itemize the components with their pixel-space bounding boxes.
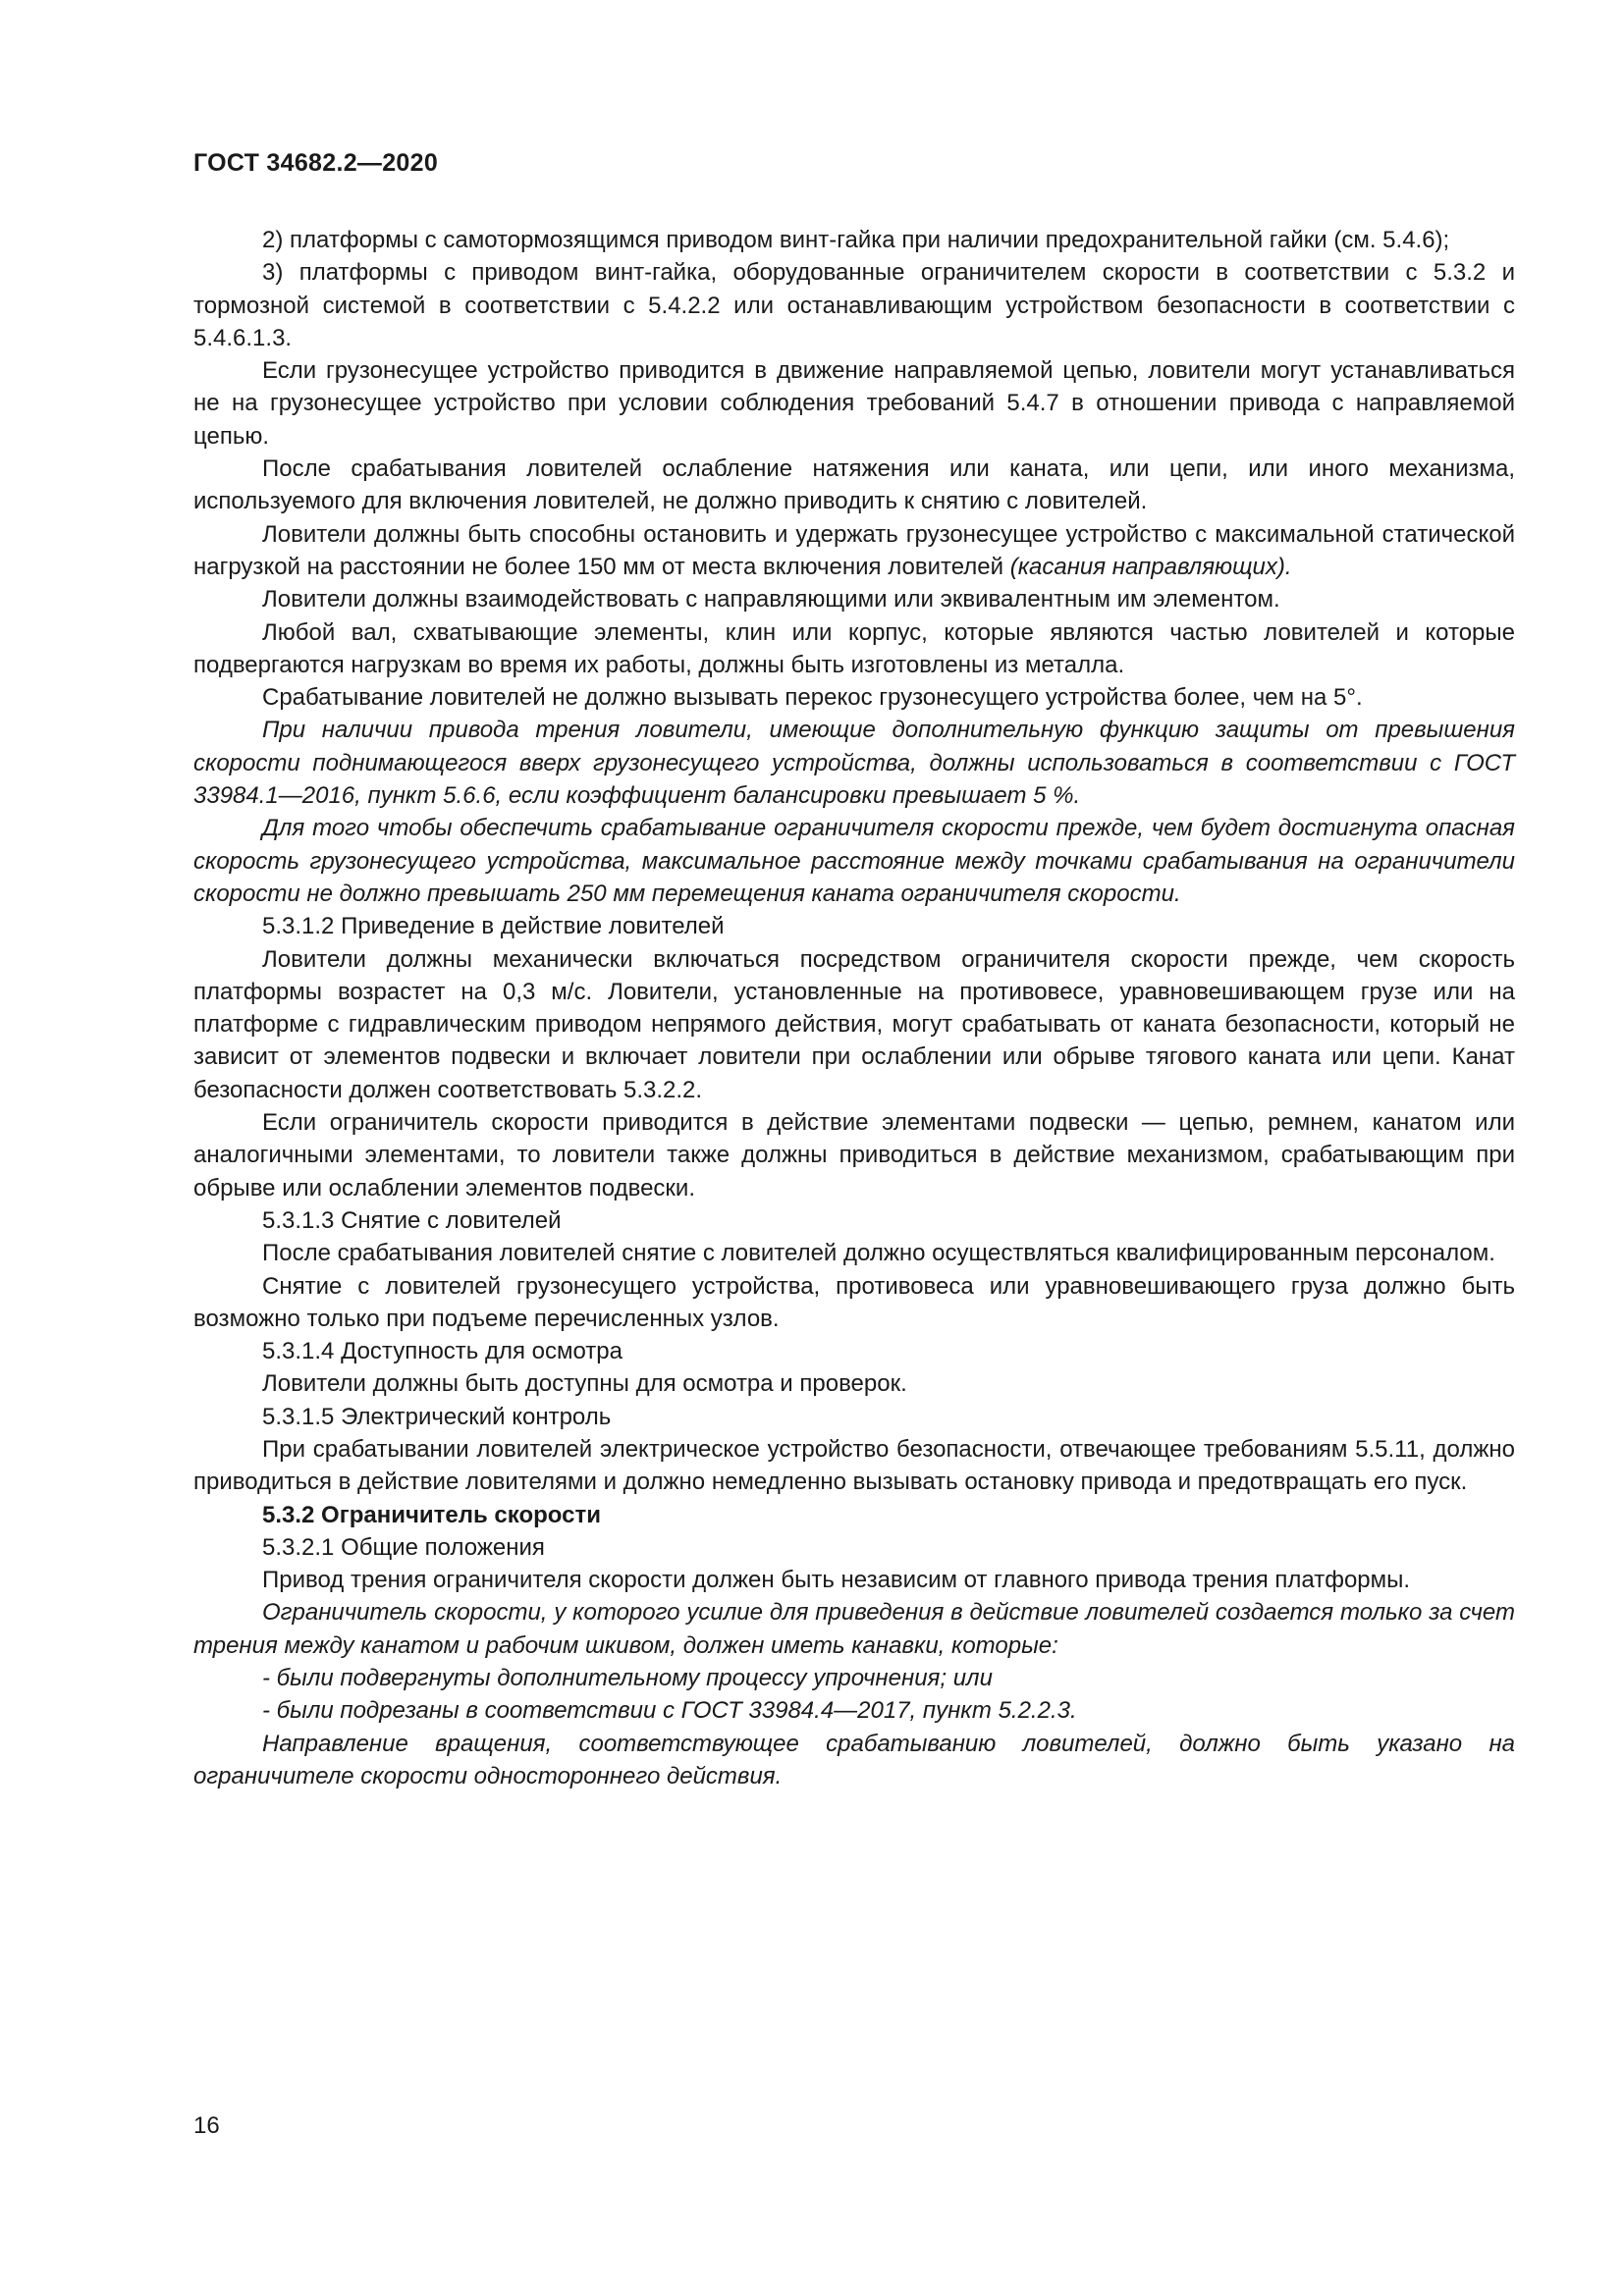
paragraph: Срабатывание ловителей не должно вызывать перекос грузонесущего устройства более, чем на 5°. [262,684,1363,712]
standard-code-header: ГОСТ 34682.2—2020 [193,149,439,177]
paragraph: - были подрезаны в соответствии с ГОСТ 33984.4—2017, пункт 5.2.2.3. [262,1697,1077,1725]
paragraph: 3) платформы с приводом винт-гайка, оборудованные ограничителем скорости в соответствии с 5.3.2 и тормозной системой в соответствии с 5.4.2.2 или останавливающим устройством безопасности в соответствии с 5.4.6.1.3. [193,259,1515,351]
paragraph: Ограничитель скорости, у которого усилие для приведения в действие ловителей создается только за счет трения между канатом и рабочим шкивом, должен иметь канавки, которые: [193,1599,1515,1659]
paragraph: Любой вал, схватывающие элементы, клин или корпус, которые являются частью ловителей и которые подвергаются нагрузкам во время их работы, должны быть изготовлены из металла. [193,618,1515,678]
paragraph: Для того чтобы обеспечить срабатывание ограничителя скорости прежде, чем будет достигнута опасная скорость грузонесущего устройства, максимальное расстояние между точками срабатывания на ограничители скорости не должно превышать 250 мм перемещения каната ограничителя скорости. [193,815,1515,907]
paragraph: 5.3.1.2 Приведение в действие ловителей [262,913,725,940]
paragraph: При наличии привода трения ловители, имеющие дополнительную функцию защиты от превышения скорости поднимающегося вверх грузонесущего устройства, должны использоваться в соответствии с ГОСТ 33984.1—2016, пункт 5.6.6, если коэффициент балансировки превышает 5 %. [193,717,1515,810]
paragraph: Ловители должны быть доступны для осмотра и проверок. [262,1370,907,1398]
paragraph: После срабатывания ловителей снятие с ловителей должно осуществляться квалифицированным персоналом. [262,1240,1495,1267]
paragraph: При срабатывании ловителей электрическое устройство безопасности, отвечающее требованиям 5.5.11, должно приводиться в действие ловителями и должно немедленно вызывать остановку привода и предотвращать его пуск. [193,1435,1515,1496]
paragraph: 5.3.2.1 Общие положения [262,1533,545,1561]
paragraph: Снятие с ловителей грузонесущего устройства, противовеса или уравновешивающего груза должно быть возможно только при подъеме перечисленных узлов. [193,1272,1515,1332]
document-body [193,224,1515,1792]
paragraph: Ловители должны взаимодействовать с направляющими или эквивалентным им элементом. [262,586,1280,614]
paragraph [193,518,1515,584]
paragraph: 5.3.1.5 Электрический контроль [262,1403,612,1430]
page-number: 16 [193,2112,220,2139]
paragraph: Если грузонесущее устройство приводится в движение направляемой цепью, ловители могут устанавливаться не на грузонесущее устройство при условии соблюдения требований 5.4.7 в отношении привода с направляемой цепью. [193,357,1515,450]
paragraph: 2) платформы с самотормозящимся приводом винт-гайка при наличии предохранительной гайки (см. 5.4.6); [262,227,1450,253]
paragraph: 5.3.1.3 Снятие с ловителей [262,1206,562,1234]
paragraph: Если ограничитель скорости приводится в действие элементами подвески — цепью, ремнем, канатом или аналогичными элементами, то ловители также должны приводиться в действие механизмом, срабатывающим при обрыве или ослаблении элементов подвески. [193,1109,1515,1201]
paragraph: 5.3.1.4 Доступность для осмотра [262,1338,623,1365]
paragraph-italic-text: (касания направляющих). [1009,553,1292,580]
paragraph: Направление вращения, соответствующее срабатыванию ловителей, должно быть указано на ограничителе скорости одностороннего действия. [193,1730,1515,1789]
paragraph: После срабатывания ловителей ослабление натяжения или каната, или цепи, или иного механизма, используемого для включения ловителей, не должно приводить к снятию с ловителей. [193,455,1515,515]
paragraph: - были подвергнуты дополнительному процессу упрочнения; или [262,1665,993,1692]
paragraph: 5.3.2 Ограничитель скорости [262,1501,601,1528]
paragraph: Ловители должны механически включаться посредством ограничителя скорости прежде, чем скорость платформы возрастет на 0,3 м/с. Ловители, установленные на противовесе, уравновешивающем грузе или на платформе с гидравлическим приводом непрямого действия, могут срабатывать от каната безопасности, который не зависит от элементов подвески и включает ловители при ослаблении или обрыве тягового каната или цепи. Канат безопасности должен соответствовать 5.3.2.2. [193,945,1515,1103]
paragraph: Привод трения ограничителя скорости должен быть независим от главного привода трения платформы. [262,1567,1411,1594]
paragraph-text: Ловители должны быть способны остановить и удержать грузонесущее устройство с максимальной статической нагрузкой на расстоянии не более 150 мм от места включения ловителей [193,520,1515,580]
